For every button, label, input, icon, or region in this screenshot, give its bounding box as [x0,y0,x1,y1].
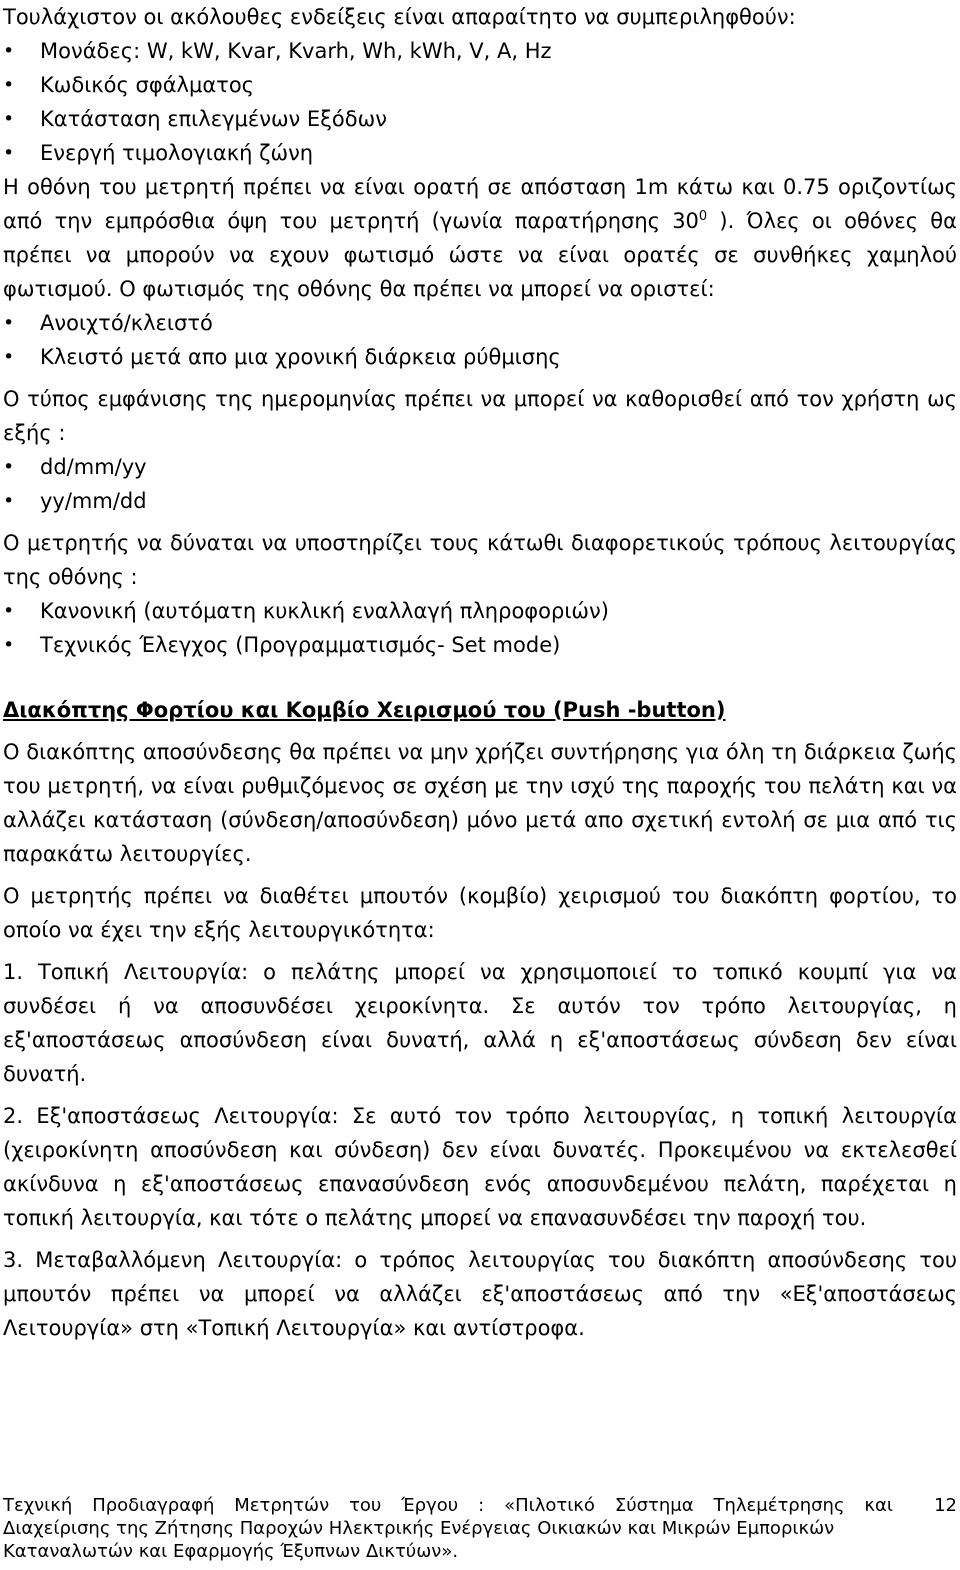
switchable-mode-paragraph: 3. Μεταβαλλόμενη Λειτουργία: ο τρόπος λειτουργίας του διακόπτη αποσύνδεσης του μπουτόν πρέπει να μπορεί να αλλάζει εξ'αποστάσεως από την «Εξ'αποστάσεως Λειτουργία» στη «Τοπική Λειτουργία» και αντίστροφα. [3,1248,957,1340]
footer-line: Τεχνική Προδιαγραφή Μετρητών του Έργου : «Πιλοτικό Σύστημα Τηλεμέτρησης και [3,1495,893,1516]
list-item: • Κατάσταση επιλεγμένων Εξόδων [3,102,957,136]
push-button-paragraph: Ο μετρητής πρέπει να διαθέτει μπουτόν (κομβίο) χειρισμού του διακόπτη φορτίου, το οποίο να έχει την εξής λειτουργικότητα: [3,884,957,942]
disconnect-switch-paragraph: Ο διακόπτης αποσύνδεσης θα πρέπει να μην χρήζει συντήρησης για όλη τη διάρκεια ζωής του μετρητή, να είναι ρυθμιζόμενος σε σχέση με την ισχύ της παροχής του πελάτη και να αλλάζει κατάσταση (σύνδεση/αποσύνδεση) μόνο μετά απο σχετική εντολή σε μια από τις παρακάτω λειτουργίες. [3,740,957,866]
display-modes-paragraph: Ο μετρητής να δύναται να υποστηρίζει τους κάτωθι διαφορετικούς τρόπους λειτουργίας της οθόνης : [3,531,957,589]
document-page [3,0,957,1345]
display-modes-list [3,594,957,662]
paragraph-text: ). Όλες οι οθόνες θα πρέπει να μπορούν να εχουν φωτισμό ώστε να είναι ορατές σε συνθήκες χαμηλού φωτισμού. Ο φωτισμός της οθόνης θα πρέπει να μπορεί να οριστεί: [3,209,957,301]
paragraph-text: Η οθόνη του μετρητή πρέπει να είναι ορατή σε απόσταση 1m κάτω και 0.75 οριζοντίως από την εμπρόσθια όψη του μετρητή (γωνία παρατήρησης 30 [3,175,957,233]
indications-list [3,34,957,170]
list-item: • yy/mm/dd [3,484,957,518]
list-item: • Μονάδες: W, kW, Kvar, Kvarh, Wh, kWh, V, A, Hz [3,34,957,68]
lighting-options-list-2 [3,340,957,374]
list-item: • Κανονική (αυτόματη κυκλική εναλλαγή πληροφοριών) [3,594,957,628]
date-format-list [3,450,957,518]
local-mode-paragraph: 1. Τοπική Λειτουργία: ο πελάτης μπορεί να χρησιμοποιεί το τοπικό κουμπί για να συνδέσει ή να αποσυνδέσει χειροκίνητα. Σε αυτόν τον τρόπο λειτουργίας, η εξ'αποστάσεως αποσύνδεση είναι δυνατή, αλλά η εξ'αποστάσεως σύνδεση δεν είναι δυνατή. [3,960,957,1086]
page-footer [3,1494,957,1563]
remote-mode-paragraph: 2. Εξ'αποστάσεως Λειτουργία: Σε αυτό τον τρόπο λειτουργίας, η τοπική λειτουργία (χειροκίνητη αποσύνδεση και σύνδεση) δεν είναι δυνατές. Προκειμένου να εκτελεσθεί ακίνδυνα η εξ'αποστάσεως επανασύνδεση ενός αποσυνδεμένου πελάτη, παρέχεται η τοπική λειτουργία, και τότε ο πελάτης μπορεί να επανασυνδέσει την παροχή του. [3,1104,957,1230]
list-item: • dd/mm/yy [3,450,957,484]
page-number: 12 [934,1495,957,1516]
section-heading [3,693,957,727]
display-indications-intro: Τουλάχιστον οι ακόλουθες ενδείξεις είναι απαραίτητο να συμπεριληφθούν: [3,5,796,29]
list-item: • Τεχνικός Έλεγχος (Προγραμματισμός- Set mode) [3,628,957,662]
lighting-options-list [3,306,957,340]
degree-superscript: 0 [698,209,708,224]
section-heading-text: Διακόπτης Φορτίου και Κομβίο Χειρισμού του (Push -button) [3,698,726,722]
list-item: • Κωδικός σφάλματος [3,68,957,102]
display-visibility-paragraph [3,170,957,306]
list-item: • Κλειστό μετά απο μια χρονική διάρκεια ρύθμισης [3,340,957,374]
footer-line: Διαχείρισης της Ζήτησης Παροχών Ηλεκτρικής Ενέργειας Οικιακών και Μικρών Εμπορικών [3,1518,835,1539]
list-item: • Ενεργή τιμολογιακή ζώνη [3,136,957,170]
date-format-paragraph: Ο τύπος εμφάνισης της ημερομηνίας πρέπει να μπορεί να καθορισθεί από τον χρήστη ως εξής : [3,387,957,445]
list-item: • Ανοιχτό/κλειστό [3,306,957,340]
footer-line: Καταναλωτών και Εφαρμογής Έξυπνων Δικτύων». [3,1541,459,1562]
